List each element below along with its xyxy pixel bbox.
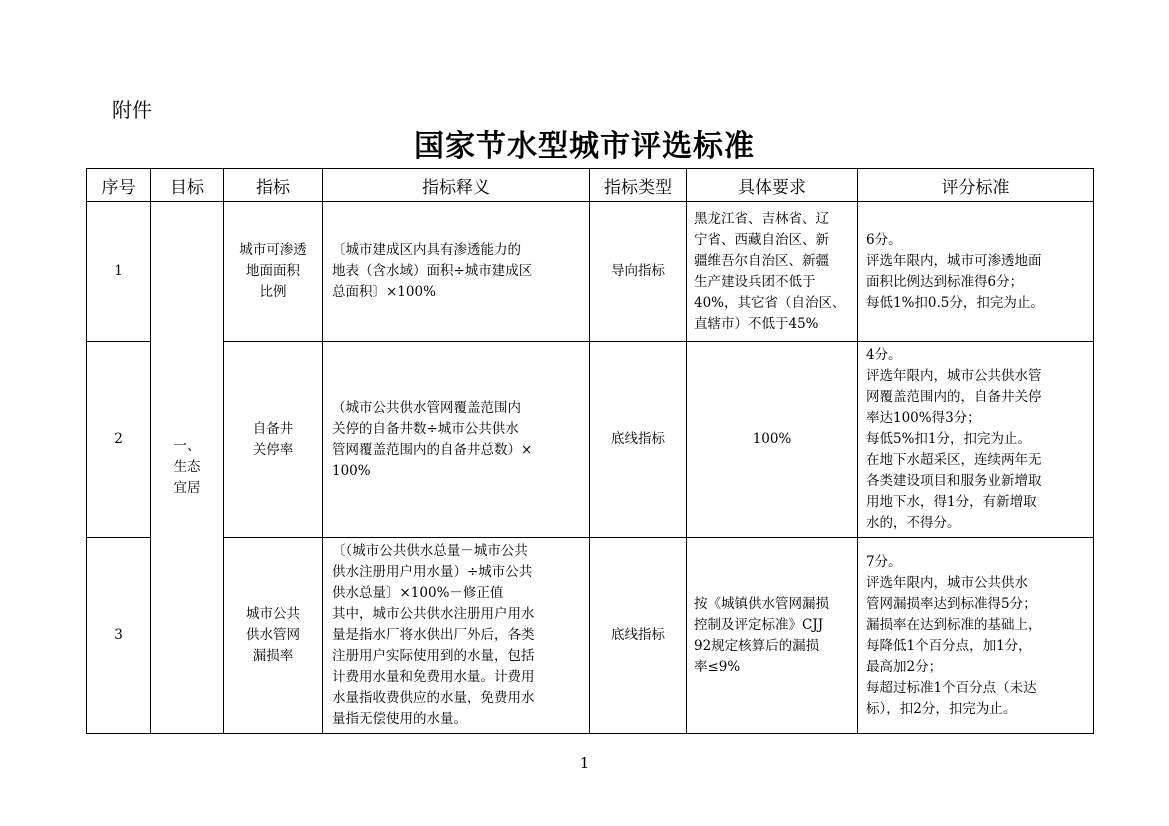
scoring-line: 水的，不得分。: [866, 515, 961, 531]
indicator-cell: [224, 202, 323, 342]
scoring-line: 标），扣2分，扣完为止。: [866, 700, 1017, 717]
table-row: [87, 538, 1094, 734]
requirement-line: 直辖市）不低于45%: [694, 315, 819, 332]
definition-line: 供水总量〕×100%－修正值: [332, 585, 504, 601]
indicator-line: 供水管网: [246, 627, 300, 643]
scoring-line: 各类建设项目和服务业新增取: [866, 473, 1042, 489]
requirement-line: 黑龙江省、吉林省、辽: [694, 210, 829, 227]
scoring-cell: [858, 342, 1094, 538]
definition-line: 总面积〕×100%: [332, 284, 436, 300]
scoring-cell: [858, 538, 1094, 734]
requirement-line: 控制及评定标准》CJJ: [694, 616, 824, 633]
scoring-line: 每降低1个百分点，加1分，: [866, 637, 1032, 654]
indicator-line: 城市可渗透: [239, 242, 307, 258]
scoring-line: 用地下水，得1分，有新增取: [866, 494, 1037, 510]
row-number: 1: [87, 202, 151, 342]
header-indicator: 指标: [224, 169, 323, 202]
requirement-line: 40%，其它省（自治区、: [694, 294, 846, 311]
scoring-line: 最高加2分；: [866, 658, 943, 675]
definition-cell: [323, 342, 590, 538]
scoring-line: 6分。: [866, 231, 902, 248]
definition-line: 计费用水量和免费用水量。计费用: [332, 669, 535, 685]
scoring-line: 评选年限内，城市公共供水: [866, 574, 1028, 591]
definition-line: 100%: [332, 462, 371, 479]
indicator-line: 地面面积: [246, 263, 300, 279]
header-requirement: 具体要求: [687, 169, 858, 202]
requirement-cell: [687, 202, 858, 342]
goal-line: 一、: [173, 438, 201, 454]
criteria-table: [86, 168, 1094, 734]
table-row: [87, 342, 1094, 538]
type-cell: 底线指标: [590, 342, 687, 538]
table-header-row: [87, 169, 1094, 202]
scoring-line: 在地下水超采区，连续两年无: [866, 452, 1042, 468]
type-cell: 底线指标: [590, 538, 687, 734]
indicator-line: 关停率: [252, 441, 294, 458]
definition-cell: [323, 202, 590, 342]
header-no: 序号: [87, 169, 151, 202]
requirement-cell: [687, 342, 858, 538]
indicator-line: 漏损率: [252, 648, 294, 664]
scoring-line: 评选年限内，城市公共供水管: [866, 368, 1042, 384]
requirement-line: 92规定核算后的漏损: [694, 637, 820, 654]
goal-line: 宜居: [173, 480, 201, 496]
indicator-line: 城市公共: [246, 606, 300, 622]
requirement-line: 疆维吾尔自治区、新疆: [694, 252, 829, 269]
definition-cell: [323, 538, 590, 734]
definition-line: 〔城市建成区内具有渗透能力的: [332, 242, 521, 258]
definition-line: 量是指水厂将水供出厂外后，各类: [332, 627, 535, 643]
scoring-line: 每超过标准1个百分点（未达: [866, 679, 1037, 696]
definition-line: （城市公共供水管网覆盖范围内: [332, 399, 521, 416]
indicator-line: 比例: [259, 284, 287, 300]
scoring-line: 评选年限内，城市可渗透地面: [866, 252, 1042, 269]
indicator-line: 自备井: [252, 420, 294, 437]
requirement-line: 率≤9%: [694, 658, 741, 675]
definition-line: 量指无偿使用的水量。: [332, 711, 467, 727]
definition-line: 〔（城市公共供水总量－城市公共: [332, 543, 528, 559]
scoring-line: 面积比例达到标准得6分；: [866, 273, 1024, 290]
header-type: 指标类型: [590, 169, 687, 202]
scoring-line: 漏损率在达到标准的基础上，: [866, 616, 1042, 633]
attachment-label: 附件: [112, 98, 152, 122]
indicator-cell: [224, 538, 323, 734]
row-number: 3: [87, 538, 151, 734]
requirement-line: 生产建设兵团不低于: [694, 273, 816, 290]
definition-line: 供水注册用户用水量）÷城市公共: [332, 564, 533, 580]
page-number: 1: [579, 754, 590, 772]
type-cell: 导向指标: [590, 202, 687, 342]
requirement-line: 100%: [752, 431, 792, 447]
definition-line: 地表（含水域）面积÷城市建成区: [332, 263, 533, 279]
scoring-line: 4分。: [866, 347, 902, 363]
table-row: [87, 202, 1094, 342]
requirement-line: 按《城镇供水管网漏损: [694, 595, 829, 612]
scoring-line: 管网漏损率达到标准得5分；: [866, 595, 1037, 612]
document-title: 国家节水型城市评选标准: [414, 129, 755, 164]
scoring-line: 7分。: [866, 553, 902, 570]
indicator-cell: [224, 342, 323, 538]
header-scoring: 评分标准: [858, 169, 1094, 202]
goal-cell: [151, 202, 224, 734]
scoring-line: 每低5%扣1分，扣完为止。: [866, 431, 1032, 447]
definition-line: 其中，城市公共供水注册用户用水: [332, 606, 535, 622]
row-number: 2: [87, 342, 151, 538]
requirement-line: 宁省、西藏自治区、新: [694, 231, 829, 248]
definition-line: 注册用户实际使用到的水量，包括: [332, 648, 535, 664]
scoring-line: 每低1%扣0.5分，扣完为止。: [866, 294, 1044, 311]
definition-line: 水量指收费供应的水量，免费用水: [332, 690, 535, 706]
scoring-line: 网覆盖范围内的，自备井关停: [866, 389, 1042, 405]
header-goal: 目标: [151, 169, 224, 202]
scoring-line: 率达100%得3分；: [866, 410, 981, 426]
header-definition: 指标释义: [323, 169, 590, 202]
definition-line: 管网覆盖范围内的自备井总数）×: [332, 441, 533, 458]
goal-line: 生态: [173, 459, 201, 475]
requirement-cell: [687, 538, 858, 734]
scoring-cell: [858, 202, 1094, 342]
definition-line: 关停的自备井数÷城市公共供水: [332, 420, 519, 437]
